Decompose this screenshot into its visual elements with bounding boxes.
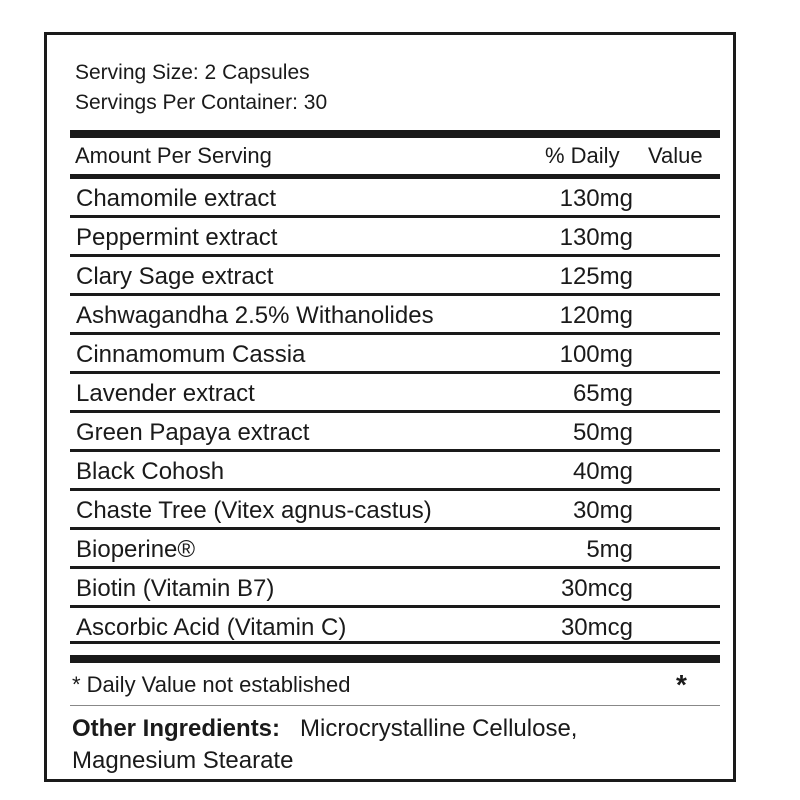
ingredient-amount: 130mg <box>559 224 633 251</box>
ingredient-amount: 125mg <box>559 263 633 290</box>
ingredient-name: Bioperine® <box>76 536 196 563</box>
ingredient-name: Chamomile extract <box>76 185 277 212</box>
ingredient-amount: 5mg <box>586 536 633 563</box>
table-row <box>70 257 720 296</box>
value-header: Value <box>648 143 703 168</box>
ingredient-amount: 65mg <box>572 380 633 407</box>
table-row <box>70 296 720 335</box>
table-row <box>70 374 720 413</box>
ingredient-amount: 100mg <box>559 341 633 368</box>
ingredient-amount: 30mg <box>572 497 633 524</box>
footnote-divider <box>70 705 720 706</box>
ingredient-amount: 120mg <box>559 302 633 329</box>
thick-divider-bottom <box>70 655 720 663</box>
table-row <box>70 608 720 644</box>
ingredient-amount: 30mcg <box>560 614 633 641</box>
ingredient-table <box>70 179 720 644</box>
other-ingredients <box>72 713 692 777</box>
ingredient-name: Chaste Tree (Vitex agnus-castus) <box>76 497 432 524</box>
ingredient-name: Clary Sage extract <box>76 263 274 290</box>
ingredient-amount: 30mcg <box>560 575 633 602</box>
ingredient-name: Ascorbic Acid (Vitamin C) <box>76 614 347 641</box>
table-row <box>70 530 720 569</box>
ingredient-name: Lavender extract <box>76 380 255 407</box>
thick-divider-top <box>70 130 720 138</box>
ingredient-name: Black Cohosh <box>76 458 225 485</box>
ingredient-name: Green Papaya extract <box>76 419 310 446</box>
ingredient-amount: 40mg <box>572 458 633 485</box>
serving-size: Serving Size: 2 Capsules <box>75 61 310 84</box>
table-row <box>70 452 720 491</box>
table-row <box>70 335 720 374</box>
other-ingredients-text: Microcrystalline Cellulose, Magnesium Stearate <box>72 715 578 774</box>
ingredient-name: Peppermint extract <box>76 224 278 251</box>
ingredient-name: Ashwagandha 2.5% Withanolides <box>76 302 434 329</box>
ingredient-amount: 50mg <box>572 419 633 446</box>
daily-value-asterisk: * <box>676 669 687 700</box>
ingredient-amount: 130mg <box>559 185 633 212</box>
table-row <box>70 569 720 608</box>
table-row <box>70 179 720 218</box>
table-header <box>75 141 715 171</box>
table-row <box>70 491 720 530</box>
daily-value-footnote: * Daily Value not established <box>72 672 351 697</box>
other-ingredients-spacer <box>287 715 294 742</box>
table-row <box>70 413 720 452</box>
daily-header: % Daily <box>545 143 620 168</box>
ingredient-name: Cinnamomum Cassia <box>76 341 306 368</box>
table-row <box>70 218 720 257</box>
amount-per-serving-header: Amount Per Serving <box>75 143 272 168</box>
servings-per-container: Servings Per Container: 30 <box>75 91 328 114</box>
other-ingredients-label: Other Ingredients: <box>72 715 281 742</box>
ingredient-name: Biotin (Vitamin B7) <box>76 575 275 602</box>
table-bottom-divider <box>70 641 720 644</box>
